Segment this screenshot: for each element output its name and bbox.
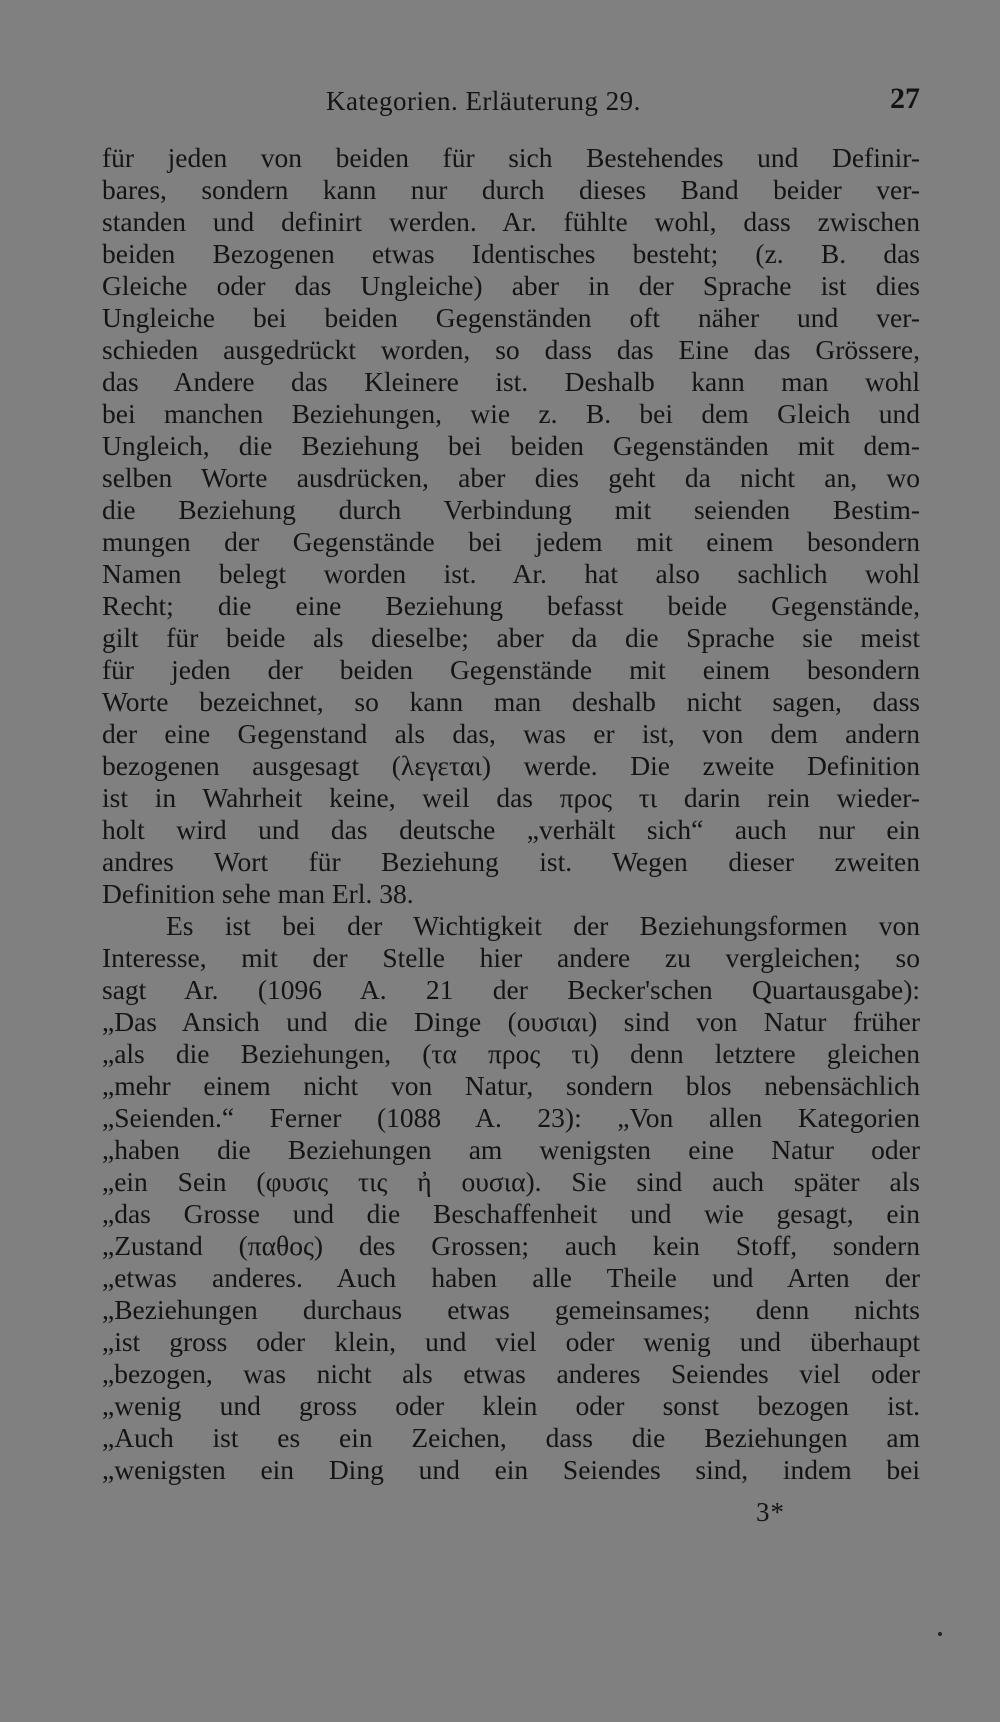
text-line: das Andere das Kleinere ist. Deshalb kann man wohl [102, 366, 920, 397]
text-line: für jeden der beiden Gegenstände mit einem besondern [102, 654, 920, 685]
text-line: Gleiche oder das Ungleiche) aber in der Sprache ist dies [102, 270, 920, 301]
quote-line: „ist gross oder klein, und viel oder wenig und überhaupt [102, 1326, 920, 1357]
quote-line: „wenig und gross oder klein oder sonst bezogen ist. [102, 1390, 920, 1421]
quote-line: „mehr einem nicht von Natur, sondern blos nebensächlich [102, 1070, 920, 1101]
text-line: der eine Gegenstand als das, was er ist, von dem andern [102, 718, 920, 749]
running-head [100, 82, 920, 122]
text-line: holt wird und das deutsche „verhält sich“ auch nur ein [102, 814, 920, 845]
signature-mark: 3* [756, 1497, 785, 1527]
body-text [102, 142, 920, 1486]
text-line: standen und definirt werden. Ar. fühlte wohl, dass zwischen [102, 206, 920, 237]
quote-line: „haben die Beziehungen am wenigsten eine Natur oder [102, 1134, 920, 1165]
text-line: schieden ausgedrückt worden, so dass das Eine das Grössere, [102, 334, 920, 365]
text-line: Worte bezeichnet, so kann man deshalb nicht sagen, dass [102, 686, 920, 717]
text-line: beiden Bezogenen etwas Identisches besteht; (z. B. das [102, 238, 920, 269]
text-line: die Beziehung durch Verbindung mit seienden Bestim- [102, 494, 920, 525]
quote-line: „Auch ist es ein Zeichen, dass die Beziehungen am [102, 1422, 920, 1453]
text-line: Ungleich, die Beziehung bei beiden Gegenständen mit dem- [102, 430, 920, 461]
text-line: gilt für beide als dieselbe; aber da die Sprache sie meist [102, 622, 920, 653]
text-line: andres Wort für Beziehung ist. Wegen dieser zweiten [102, 846, 920, 877]
quote-line: „wenigsten ein Ding und ein Seiendes sind, indem bei [102, 1454, 920, 1485]
text-line: Interesse, mit der Stelle hier andere zu vergleichen; so [102, 942, 920, 973]
text-line: bares, sondern kann nur durch dieses Band beider ver- [102, 174, 920, 205]
scan-speck [938, 1632, 942, 1636]
paragraph-end-line: Definition sehe man Erl. 38. [102, 878, 414, 909]
text-line: bezogenen ausgesagt (λεγεται) werde. Die zweite Definition [102, 750, 920, 781]
text-line: für jeden von beiden für sich Bestehendes und Definir- [102, 142, 920, 173]
quote-line: „ein Sein (φυσις τις ἠ ουσια). Sie sind auch später als [102, 1166, 920, 1197]
quote-line: „Das Ansich und die Dinge (ουσιαι) sind von Natur früher [102, 1006, 920, 1037]
quote-line: „Seienden.“ Ferner (1088 A. 23): „Von allen Kategorien [102, 1102, 920, 1133]
text-line: Recht; die eine Beziehung befasst beide Gegenstände, [102, 590, 920, 621]
text-line: Ungleiche bei beiden Gegenständen oft näher und ver- [102, 302, 920, 333]
text-line: sagt Ar. (1096 A. 21 der Becker'schen Quartausgabe): [102, 974, 920, 1005]
quote-line: „Beziehungen durchaus etwas gemeinsames; denn nichts [102, 1294, 920, 1325]
quote-line: „etwas anderes. Auch haben alle Theile und Arten der [102, 1262, 920, 1293]
running-title: Kategorien. Erläuterung 29. [326, 86, 641, 116]
page-number: 27 [890, 82, 920, 115]
quote-line: „als die Beziehungen, (τα προς τι) denn letztere gleichen [102, 1038, 920, 1069]
text-line: bei manchen Beziehungen, wie z. B. bei dem Gleich und [102, 398, 920, 429]
quote-line: „bezogen, was nicht als etwas anderes Seiendes viel oder [102, 1358, 920, 1389]
text-line: selben Worte ausdrücken, aber dies geht da nicht an, wo [102, 462, 920, 493]
paragraph-start-line: Es ist bei der Wichtigkeit der Beziehungsformen von [166, 910, 920, 941]
text-line: mungen der Gegenstände bei jedem mit einem besondern [102, 526, 920, 557]
quote-line: „Zustand (παθος) des Grossen; auch kein Stoff, sondern [102, 1230, 920, 1261]
text-line: Namen belegt worden ist. Ar. hat also sachlich wohl [102, 558, 920, 589]
quote-line: „das Grosse und die Beschaffenheit und wie gesagt, ein [102, 1198, 920, 1229]
text-line: ist in Wahrheit keine, weil das προς τι darin rein wieder- [102, 782, 920, 813]
